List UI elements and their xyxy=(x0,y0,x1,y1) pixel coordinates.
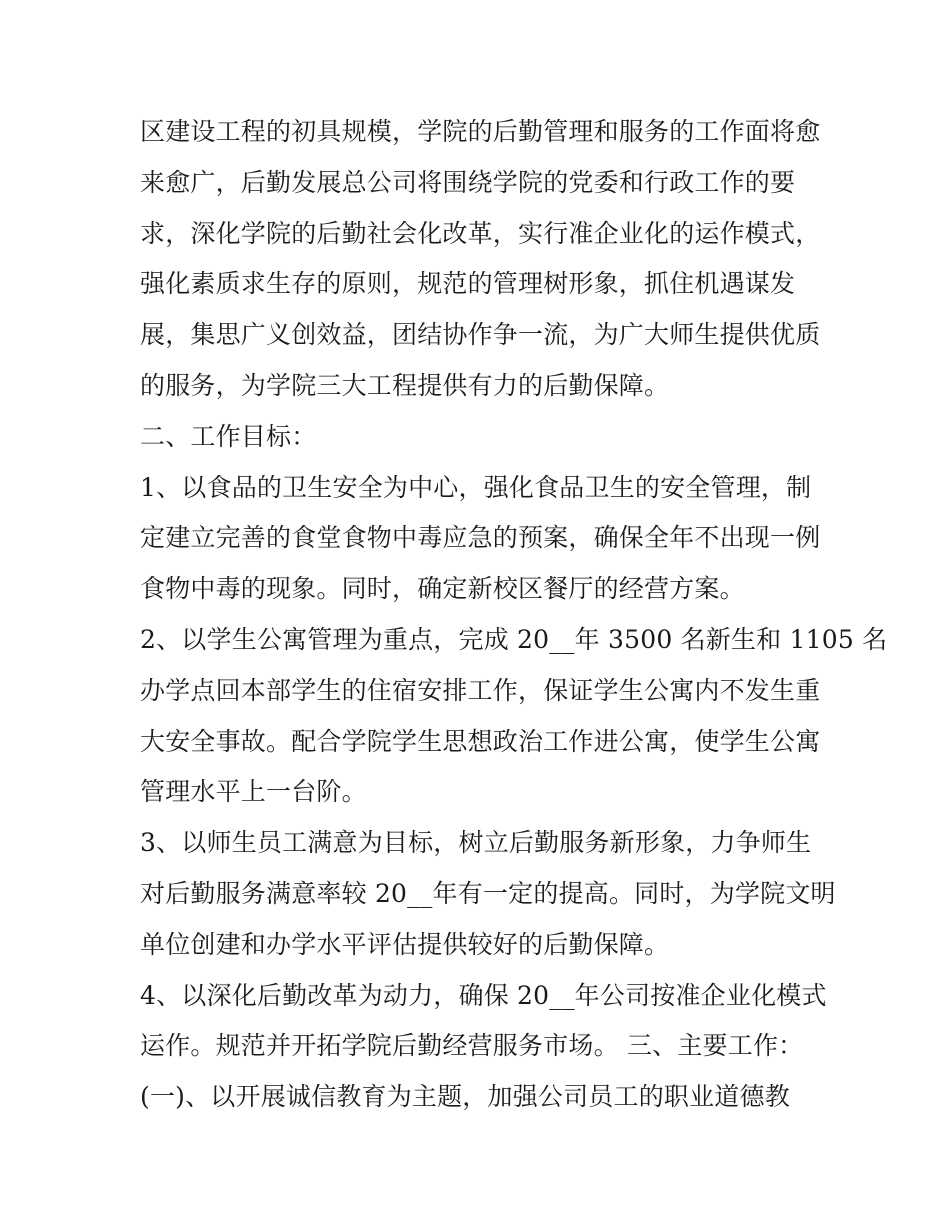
text-line: (一)、以开展诚信教育为主题，加强公司员工的职业道德教 xyxy=(140,1082,790,1112)
text-line: 大安全事故。配合学院学生思想政治工作进公寓，使学生公寓 xyxy=(140,726,821,756)
text-line: 3、以师生员工满意为目标，树立后勤服务新形象，力争师生 xyxy=(140,828,812,858)
text-line: 定建立完善的食堂食物中毒应急的预案，确保全年不出现一例 xyxy=(140,523,821,553)
text-line: 2、以学生公寓管理为重点，完成 20__年 3500 名新生和 1105 名 xyxy=(140,624,888,654)
text-line: 对后勤服务满意率较 20__年有一定的提高。同时，为学院文明 xyxy=(140,878,836,908)
text-line: 1、以食品的卫生安全为中心，强化食品卫生的安全管理，制 xyxy=(140,472,812,502)
text-line: 运作。规范并开拓学院后勤经营服务市场。 三、主要工作： xyxy=(140,1031,804,1061)
text-line: 来愈广，后勤发展总公司将围绕学院的党委和行政工作的要 xyxy=(140,167,796,197)
text-line: 食物中毒的现象。同时，确定新校区餐厅的经营方案。 xyxy=(140,574,745,604)
text-line: 强化素质求生存的原则，规范的管理树形象，抓住机遇谋发 xyxy=(140,269,796,299)
text-line: 4、以深化后勤改革为动力，确保 20__年公司按准企业化模式 xyxy=(140,980,827,1010)
text-line: 管理水平上一台阶。 xyxy=(140,777,367,807)
text-line: 单位创建和办学水平评估提供较好的后勤保障。 xyxy=(140,929,670,959)
document-body xyxy=(140,107,888,1123)
section-heading: 二、工作目标： xyxy=(140,421,317,451)
text-line: 的服务，为学院三大工程提供有力的后勤保障。 xyxy=(140,370,670,400)
text-line: 区建设工程的初具规模，学院的后勤管理和服务的工作面将愈 xyxy=(140,117,821,146)
text-line: 办学点回本部学生的住宿安排工作，保证学生公寓内不发生重 xyxy=(140,675,821,705)
text-line: 求，深化学院的后勤社会化改革，实行准企业化的运作模式， xyxy=(140,218,821,248)
text-line: 展，集思广义创效益，团结协作争一流，为广大师生提供优质 xyxy=(140,320,821,350)
